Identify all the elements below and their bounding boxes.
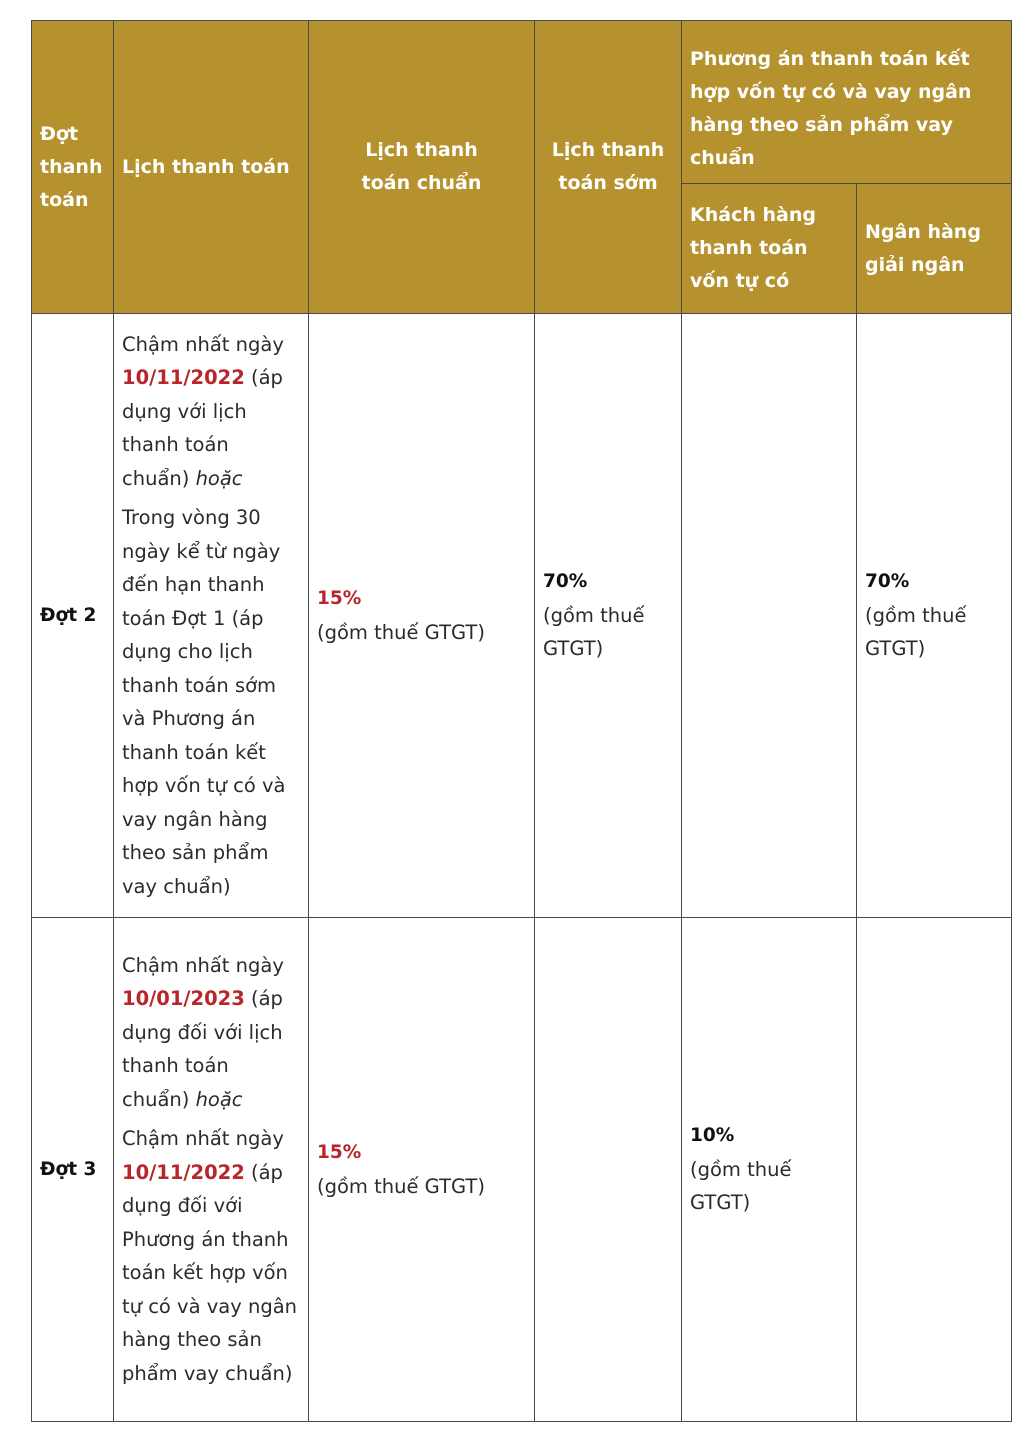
due-date: 10/11/2022 bbox=[122, 1160, 245, 1184]
payment-schedule-table bbox=[31, 20, 1012, 1422]
standard-cell bbox=[309, 314, 535, 918]
percent-note: (gồm thuế GTGT) bbox=[317, 1174, 485, 1198]
percent-note: (gồm thuế GTGT) bbox=[543, 603, 645, 661]
standard-cell bbox=[309, 918, 535, 1422]
schedule-text: Chậm nhất ngày bbox=[122, 953, 284, 977]
bank-cell bbox=[857, 918, 1012, 1422]
due-date: 10/11/2022 bbox=[122, 366, 245, 390]
schedule-paragraph: Trong vòng 30 ngày kể từ ngày đến hạn thanh toán Đợt 1 (áp dụng cho lịch thanh toán sớm và Phương án thanh toán kết hợp vốn tự có và vay ngân hàng theo sản phẩm vay chuẩn) bbox=[122, 506, 286, 898]
or-text: hoặc bbox=[195, 1087, 243, 1111]
schedule-cell bbox=[114, 314, 309, 918]
early-cell bbox=[535, 918, 682, 1422]
or-text: hoặc bbox=[195, 466, 243, 490]
header-combined-plan: Phương án thanh toán kết hợp vốn tự có và vay ngân hàng theo sản phẩm vay chuẩn bbox=[682, 21, 1012, 184]
schedule-text: Chậm nhất ngày bbox=[122, 1127, 284, 1151]
percent-note: (gồm thuế GTGT) bbox=[690, 1157, 792, 1215]
table-row bbox=[32, 314, 1012, 918]
percent-note: (gồm thuế GTGT) bbox=[317, 620, 485, 644]
table-row bbox=[32, 918, 1012, 1422]
schedule-cell bbox=[114, 918, 309, 1422]
percent-value: 10% bbox=[690, 1125, 735, 1147]
percent-value: 15% bbox=[317, 1142, 362, 1163]
header-row bbox=[32, 21, 1012, 184]
period-cell: Đợt 3 bbox=[32, 918, 114, 1422]
bank-cell bbox=[857, 314, 1012, 918]
header-early: Lịch thanh toán sớm bbox=[535, 21, 682, 314]
schedule-paragraph bbox=[122, 1122, 300, 1390]
early-cell bbox=[535, 314, 682, 918]
schedule-text: (áp dụng đối với lịch thanh toán chuẩn) bbox=[122, 987, 283, 1111]
header-customer-own-capital: Khách hàng thanh toán vốn tự có bbox=[682, 184, 857, 314]
customer-cell bbox=[682, 314, 857, 918]
period-cell: Đợt 2 bbox=[32, 314, 114, 918]
schedule-text: Chậm nhất ngày bbox=[122, 332, 284, 356]
header-schedule: Lịch thanh toán bbox=[114, 21, 309, 314]
schedule-text: (áp dụng với lịch thanh toán chuẩn) bbox=[122, 366, 283, 490]
customer-cell bbox=[682, 918, 857, 1422]
schedule-paragraph bbox=[122, 949, 300, 1117]
schedule-paragraph bbox=[122, 328, 300, 496]
percent-value: 15% bbox=[317, 588, 362, 609]
header-bank-disbursement: Ngân hàng giải ngân bbox=[857, 184, 1012, 314]
due-date: 10/01/2023 bbox=[122, 987, 245, 1011]
percent-value: 70% bbox=[865, 571, 910, 593]
schedule-text: (áp dụng đối với Phương án thanh toán kết hợp vốn tự có và vay ngân hàng theo sản phẩm vay chuẩn) bbox=[122, 1160, 298, 1385]
percent-note: (gồm thuế GTGT) bbox=[865, 603, 967, 661]
header-standard: Lịch thanh toán chuẩn bbox=[309, 21, 535, 314]
header-period: Đợt thanh toán bbox=[32, 21, 114, 314]
percent-value: 70% bbox=[543, 571, 588, 593]
